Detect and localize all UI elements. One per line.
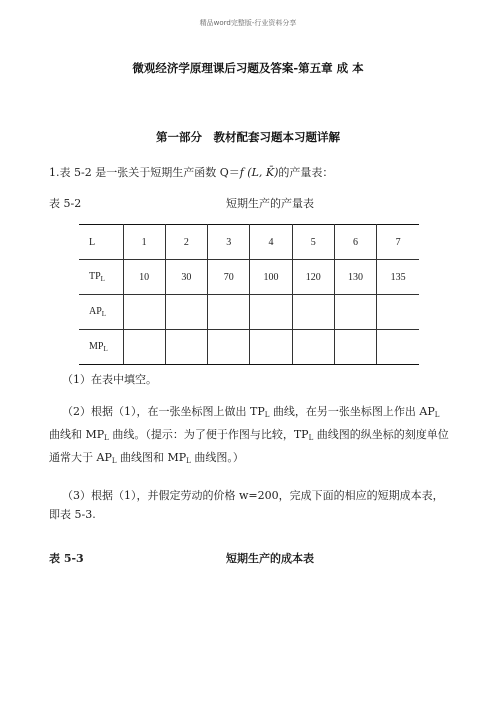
table-5-3-title: 短期生产的成本表 <box>226 552 314 565</box>
production-table <box>79 224 419 365</box>
section-heading: 第一部分 教材配套习题本习题详解 <box>156 130 340 144</box>
table-5-3-label: 表 5-3 <box>49 552 84 565</box>
table-cell: 1 <box>123 225 165 260</box>
table-cell <box>165 295 207 330</box>
table-cell <box>208 295 250 330</box>
table-cell: 3 <box>208 225 250 260</box>
table-5-2-title: 短期生产的产量表 <box>226 197 314 210</box>
table-5-2-label: 表 5-2 <box>49 197 82 210</box>
table-cell <box>334 295 376 330</box>
table-cell: 5 <box>292 225 334 260</box>
page-header: 精品word完整版-行业资料分享 <box>199 19 297 27</box>
table-cell <box>250 330 292 365</box>
table-row <box>79 260 419 295</box>
table-cell <box>165 330 207 365</box>
table-cell: 6 <box>334 225 376 260</box>
question-1-prefix: 1.表 5-2 是一张关于短期生产函数 Q＝ <box>49 166 240 179</box>
question-1-suffix: 的产量表： <box>278 166 334 179</box>
table-cell: 120 <box>292 260 334 295</box>
table-cell: 100 <box>250 260 292 295</box>
table-cell <box>292 295 334 330</box>
item-1: （1）在表中填空。 <box>62 373 157 386</box>
row-header: L <box>79 225 123 260</box>
table-cell <box>377 330 419 365</box>
table-cell <box>250 295 292 330</box>
table-cell: 70 <box>208 260 250 295</box>
table-cell <box>334 330 376 365</box>
table-cell: 30 <box>165 260 207 295</box>
page-title: 微观经济学原理课后习题及答案-第五章 成 本 <box>132 61 364 75</box>
row-header: $TP_L$ <box>79 260 123 295</box>
table-cell: 10 <box>123 260 165 295</box>
table-row <box>79 330 419 365</box>
table-row <box>79 225 419 260</box>
table-cell: 135 <box>377 260 419 295</box>
question-1 <box>49 163 459 182</box>
table-cell: 130 <box>334 260 376 295</box>
table-cell <box>292 330 334 365</box>
table-cell <box>377 295 419 330</box>
table-cell: 4 <box>250 225 292 260</box>
table-cell: 2 <box>165 225 207 260</box>
table-cell: 7 <box>377 225 419 260</box>
production-function-formula: f (L, K̄) <box>239 166 279 179</box>
item-2: （2）根据（1），在一张坐标图上做出 $TP_L$ 曲线，在另一张坐标图上作出 $AP_L$ 曲线和 $MP_L$ 曲线。（提示：为了便于作图与比较，$TP_L$ 曲线图的纵坐标的刻度单位通常大于 $AP_L$ 曲线图和 $MP_L$ 曲线图。） <box>49 405 449 465</box>
table-cell <box>123 295 165 330</box>
table-cell <box>123 330 165 365</box>
item-3: （3）根据（1），并假定劳动的价格 w=200，完成下面的相应的短期成本表，即表 5-3. <box>49 489 444 521</box>
table-row <box>79 295 419 330</box>
row-header: $MP_L$ <box>79 330 123 365</box>
row-header: $AP_L$ <box>79 295 123 330</box>
table-cell <box>208 330 250 365</box>
